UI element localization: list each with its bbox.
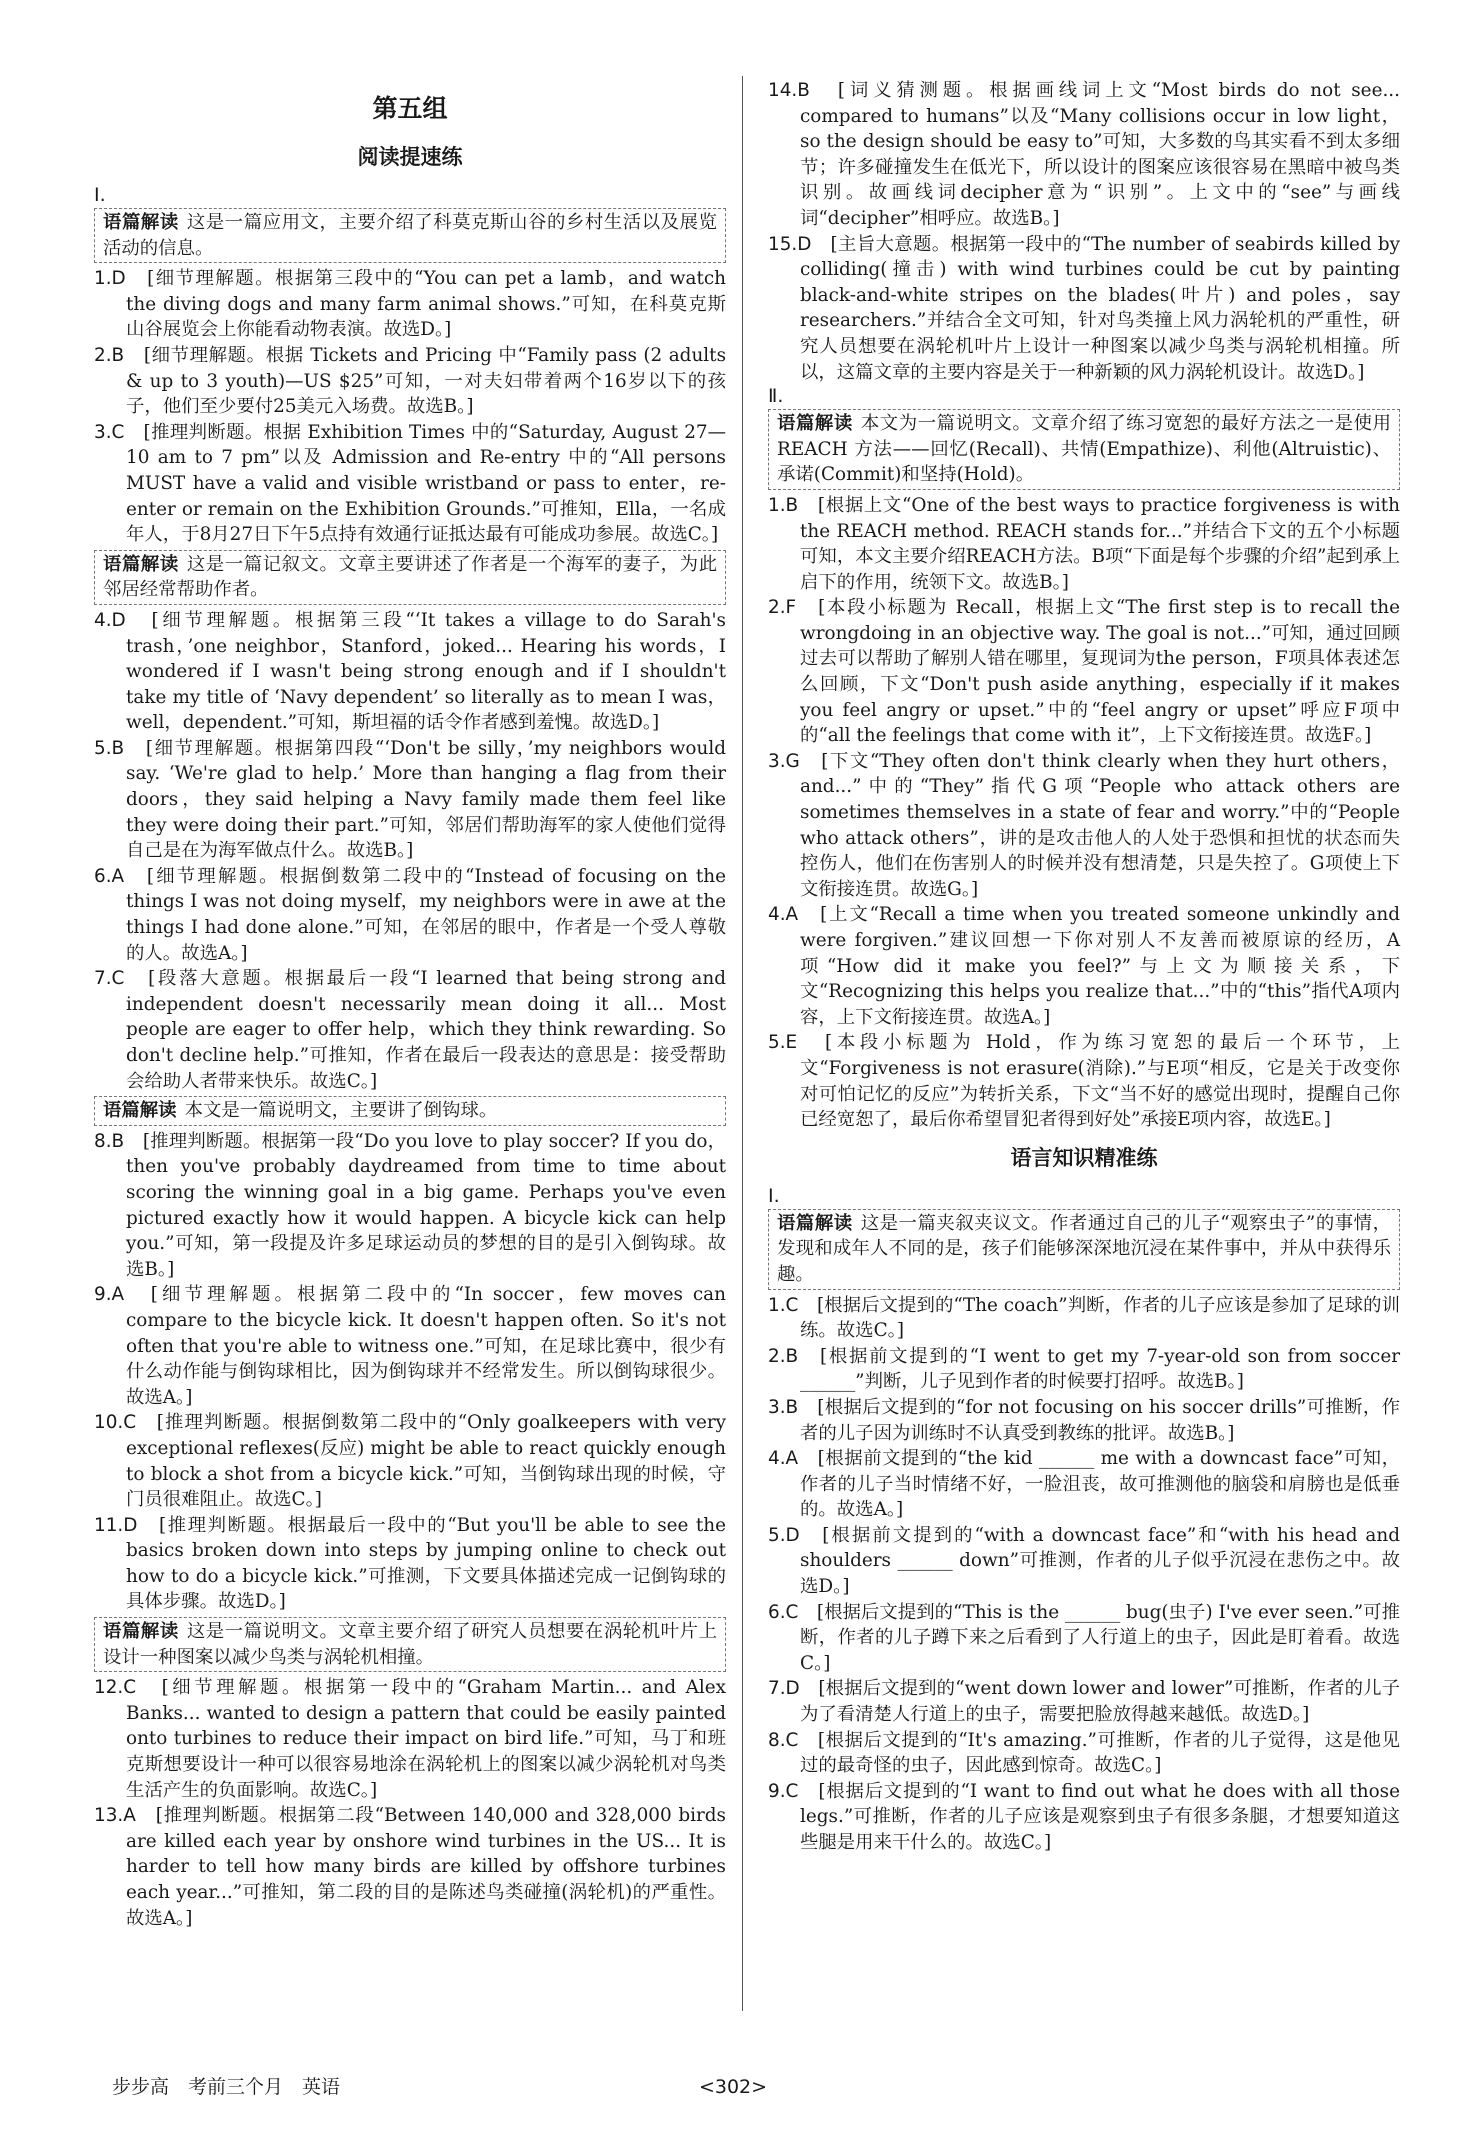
answer-item: 9.A [细节理解题。根据第二段中的“In soccer，few moves can compare to the bicycle kick. It doesn't happen often. So it's not often that you're able to witness one.”可知，在足球比赛中，很少有什么动作能与倒钩球相比，因为倒钩球并不经常发生。所以倒钩球很少。故选A。]	[94, 1284, 726, 1408]
answer-item: 3.G [下文“They often don't think clearly when they hurt others，and...”中的“They”指代G项“People who attack others are sometimes themselves in a state of fear and worry.”中的“People who attack others”，讲的是攻击他人的人处于恐惧和担忧的状态而失控伤人，他们在伤害别人的时候并没有想清楚，只是失控了。G项使上下文衔接连贯。故选G。]	[768, 750, 1400, 900]
footer-book-title: 步步高 考前三个月 英语	[112, 2076, 341, 2098]
intro-label: 语篇解读	[777, 413, 853, 435]
intro-label: 语篇解读	[103, 553, 179, 575]
column-divider	[742, 76, 743, 2011]
answer-item: 13.A [推理判断题。根据第二段“Between 140,000 and 328,000 birds are killed each year by onshore wind turbines in the US... It is harder to tell how many birds are killed by offshore turbines each year...”可推知，第二段的目的是陈述鸟类碰撞(涡轮机)的严重性。故选A。]	[94, 1805, 726, 1929]
intro-text: 这是一篇说明文。文章主要介绍了研究人员想要在涡轮机叶片上设计一种图案以减少鸟类与涡轮机相撞。	[103, 1621, 717, 1668]
answer-item: 9.C [根据后文提到的“I want to find out what he does with all those legs.”可推断，作者的儿子应该是观察到虫子有很多条腿，才想要知道这些腿是用来干什么的。故选C。]	[768, 1780, 1400, 1853]
intro-text: 这是一篇记叙文。文章主要讲述了作者是一个海军的妻子，为此邻居经常帮助作者。	[103, 553, 717, 601]
answer-item: 2.F [本段小标题为 Recall，根据上文“The first step is to recall the wrongdoing in an objective way. The goal is not...”可知，通过回顾过去可以帮助了解别人错在哪里，复现词为the person，F项具体表述怎么回顾，下文“Don't push aside anything，especially if it makes you feel angry or upset.”中的“feel angry or upset”呼应F项中的“all the feelings that come with it”，上下文衔接连贯。故选F。]	[768, 597, 1400, 747]
intro-label: 语篇解读	[103, 1621, 179, 1643]
section-title-language: 语言知识精准练	[1010, 1145, 1158, 1170]
part-marker: Ⅰ.	[768, 1184, 780, 1207]
intro-text: 这是一篇夹叙夹议文。作者通过自己的儿子“观察虫子”的事情，发现和成年人不同的是，孩子们能够深深地沉浸在某件事中，并从中获得乐趣。	[777, 1212, 1391, 1285]
answer-item: 4.D [细节理解题。根据第三段“‘It takes a village to do Sarah's trash，’one neighbor，Stanford，joked... Hearing his words，I wondered if I wasn't being strong enough and if I shouldn't take my title of ‘Navy dependent’ so literally as to mean I was，well，dependent.”可知，斯坦福的话令作者感到羞愧。故选D。]	[94, 609, 726, 734]
answer-item: 10.C [推理判断题。根据倒数第二段中的“Only goalkeepers with very exceptional reflexes(反应) might be able to react quickly enough to block a shot from a bicycle kick.”可知，当倒钩球出现的时候，守门员很难阻止。故选C。]	[94, 1412, 727, 1511]
passage-intro-box	[94, 1096, 726, 1126]
answer-item: 6.C [根据后文提到的“This is the ______ bug(虫子) I've ever seen.”可推断，作者的儿子蹲下来之后看到了人行道上的虫子，因此是盯着看。故选C。]	[768, 1601, 1400, 1674]
answer-item: 1.D [细节理解题。根据第三段中的“You can pet a lamb，and watch the diving dogs and many farm animal shows.”可知，在科莫克斯山谷展览会上你能看动物表演。故选D。]	[94, 268, 726, 341]
intro-label: 语篇解读	[103, 1100, 177, 1122]
answer-item: 3.B [根据后文提到的“for not focusing on his soccer drills”可推断，作者的儿子因为训练时不认真受到教练的批评。故选B。]	[768, 1396, 1400, 1444]
answer-item: 1.B [根据上文“One of the best ways to practice forgiveness is with the REACH method. REACH stands for...”并结合下文的五个小标题可知，本文主要介绍REACH方法。B项“下面是每个步骤的介绍”起到承上启下的作用，统领下文。故选B。]	[768, 494, 1400, 593]
answer-item: 5.B [细节理解题。根据第四段“‘Don't be silly，’my neighbors would say. ‘We're glad to help.’ More than hanging a flag from their doors，they said helping a Navy family made them feel like they were doing their part.”可知，邻居们帮助海军的家人使他们觉得自己是在为海军做点什么。故选B。]	[94, 737, 726, 862]
answer-item: 6.A [细节理解题。根据倒数第二段中的“Instead of focusing on the things I was not doing myself，my neighbors were in awe at the things I had done alone.”可知，在邻居的眼中，作者是一个受人尊敬的人。故选A。]	[94, 865, 726, 964]
answer-item: 7.C [段落大意题。根据最后一段“I learned that being strong and independent doesn't necessarily mean doing it all... Most people are eager to offer help，which they think rewarding. So don't decline help.”可推知，作者在最后一段表达的意思是：接受帮助会给助人者带来快乐。故选C。]	[94, 968, 727, 1092]
group-title: 第五组	[372, 94, 448, 123]
answer-item: 8.B [推理判断题。根据第一段“Do you love to play soccer? If you do，then you've probably daydreamed from time to time about scoring the winning goal in a big game. Perhaps you've even pictured exactly how it would happen. A bicycle kick can help you.”可知，第一段提及许多足球运动员的梦想的目的是引入倒钩球。故选B。]	[94, 1130, 727, 1280]
answer-item: 5.E [本段小标题为 Hold，作为练习宽恕的最后一个环节，上文“Forgiveness is not erasure(消除).”与E项“相反，它是关于改变你对可怕记忆的反应”为转折关系，下文“当不好的感觉出现时，提醒自己你已经宽恕了，最后你希望冒犯者得到好处”承接E项内容，故选E。]	[768, 1032, 1400, 1131]
answer-item: 3.C [推理判断题。根据 Exhibition Times 中的“Saturday, August 27—10 am to 7 pm”以及 Admission and Re-entry 中的“All persons MUST have a valid and visible wristband or pass to enter，re-enter or remain on the Exhibition Grounds.”可推知，Ella，一名成年人，于8月27日下午5点持有效通行证抵达最有可能成功参展。故选C。]	[94, 421, 726, 546]
right-column	[768, 78, 1400, 1856]
intro-text: 这是一篇应用文，主要介绍了科莫克斯山谷的乡村生活以及展览活动的信息。	[103, 212, 717, 259]
intro-label: 语篇解读	[103, 212, 179, 233]
intro-text: 本文是一篇说明文，主要讲了倒钩球。	[184, 1100, 498, 1122]
answer-item: 12.C [细节理解题。根据第一段中的“Graham Martin... and Alex Banks... wanted to design a pattern that could be easily painted onto turbines to reduce their impact on bird life.”可知，马丁和班克斯想要设计一种可以很容易地涂在涡轮机上的图案以减少涡轮机对鸟类生活产生的负面影响。故选C。]	[94, 1677, 726, 1801]
passage-intro-box	[768, 409, 1400, 490]
section-title-reading: 阅读提速练	[357, 145, 463, 169]
part-marker: Ⅱ.	[768, 385, 784, 408]
answer-item: 4.A [根据前文提到的“the kid ______ me with a downcast face”可知，作者的儿子当时情绪不好，一脸沮丧，故可推测他的脑袋和肩膀也是低垂的。故选A。]	[768, 1448, 1400, 1521]
left-column	[94, 78, 726, 1931]
answer-item: 7.D [根据后文提到的“went down lower and lower”可推断，作者的儿子为了看清楚人行道上的虫子，需要把脸放得越来越低。故选D。]	[768, 1678, 1400, 1726]
passage-intro-box	[94, 550, 726, 605]
answer-item: 1.C [根据后文提到的“The coach”判断，作者的儿子应该是参加了足球的训练。故选C。]	[768, 1294, 1400, 1342]
intro-label: 语篇解读	[777, 1212, 853, 1234]
answer-item: 2.B [根据前文提到的“I went to get my 7-year-old son from soccer ______”判断，儿子见到作者的时候要打招呼。故选B。]	[768, 1345, 1401, 1393]
passage-intro-box	[94, 208, 726, 263]
intro-text: 本文为一篇说明文。文章介绍了练习宽恕的最好方法之一是使用 REACH 方法——回忆(Recall)、共情(Empathize)、利他(Altruistic)、承诺(Commit)和坚持(Hold)。	[777, 413, 1391, 486]
page-number: <302>	[698, 2076, 768, 2098]
passage-intro-box	[94, 1617, 726, 1672]
answer-item: 14.B [词义猜测题。根据画线词上文“Most birds do not see... compared to humans”以及“Many collisions occur in low light，so the design should be easy to”可知，大多数的鸟其实看不到太多细节；许多碰撞发生在低光下，所以设计的图案应该很容易在黑暗中被鸟类识别。故画线词decipher意为“识别”。上文中的“see”与画线词“decipher”相呼应。故选B。]	[768, 80, 1400, 229]
answer-item: 11.D [推理判断题。根据最后一段中的“But you'll be able to see the basics broken down into steps by jumping online to check out how to do a bicycle kick.”可推测，下文要具体描述完成一记倒钩球的具体步骤。故选D。]	[94, 1514, 726, 1613]
answer-item: 8.C [根据后文提到的“It's amazing.”可推断，作者的儿子觉得，这是他见过的最奇怪的虫子，因此感到惊奇。故选C。]	[768, 1729, 1401, 1777]
answer-item: 4.A [上文“Recall a time when you treated someone unkindly and were forgiven.”建议回想一下你对别人不友善而被原谅的经历，A项“How did it make you feel?”与上文为顺接关系，下文“Recognizing this helps you realize that...”中的“this”指代A项内容，上下文衔接连贯。故选A。]	[768, 904, 1400, 1028]
answer-item: 2.B [细节理解题。根据 Tickets and Pricing 中“Family pass (2 adults & up to 3 youth)—US $25”可知，一对夫妇带着两个16岁以下的孩子，他们至少要付25美元入场费。故选B。]	[94, 344, 727, 418]
answer-item: 5.D [根据前文提到的“with a downcast face”和“with his head and shoulders ______ down”可推测，作者的儿子似乎沉浸在悲伤之中。故选D。]	[768, 1524, 1400, 1598]
answer-item: 15.D [主旨大意题。根据第一段中的“The number of seabirds killed by colliding(撞击) with wind turbines could be cut by painting black-and-white stripes on the blades(叶片) and poles，say researchers.”并结合全文可知，针对鸟类撞上风力涡轮机的严重性，研究人员想要在涡轮机叶片上设计一种图案以减少鸟类与涡轮机相撞。所以，这篇文章的主要内容是关于一种新颖的风力涡轮机设计。故选D。]	[768, 233, 1400, 383]
passage-intro-box	[768, 1209, 1400, 1290]
part-marker: Ⅰ.	[94, 184, 106, 206]
